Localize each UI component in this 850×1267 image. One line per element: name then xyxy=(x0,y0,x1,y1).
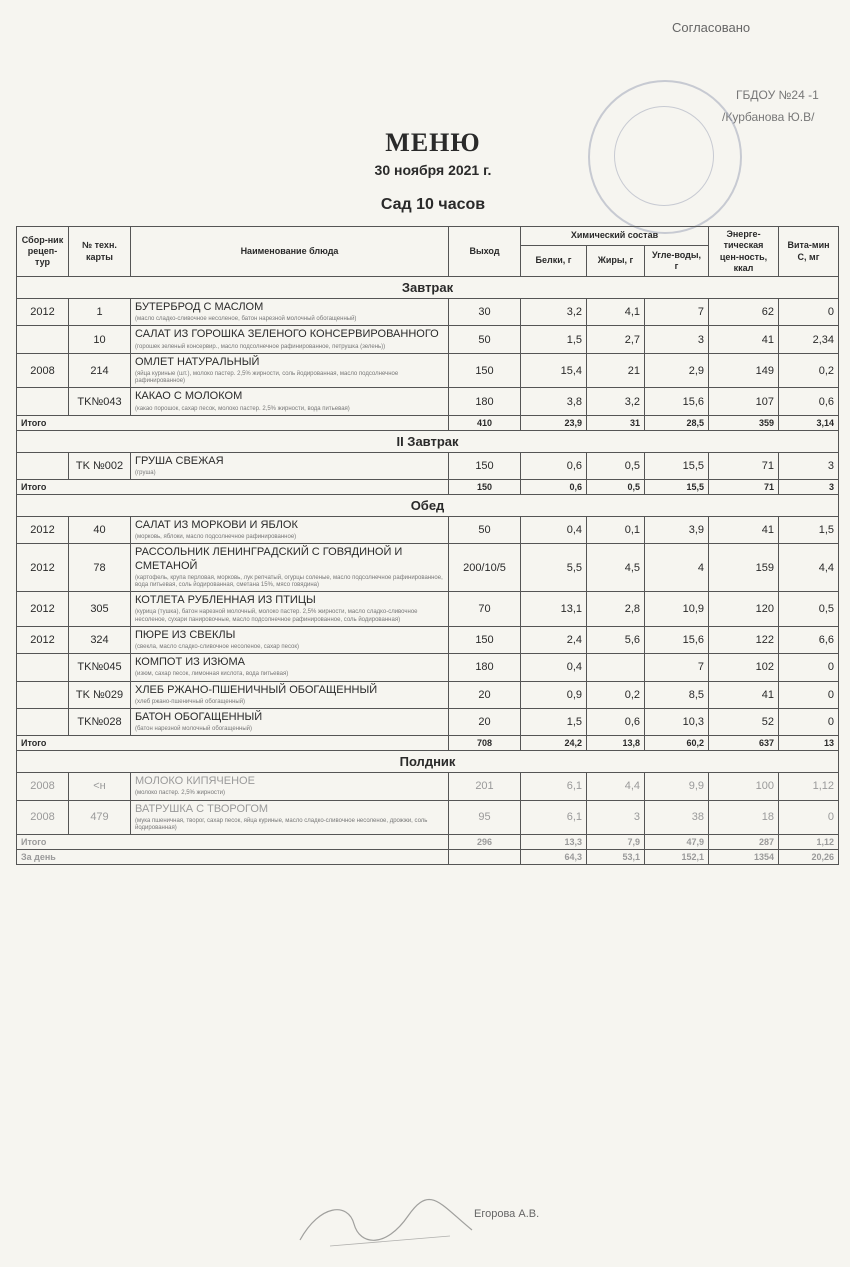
protein-cell: 2,4 xyxy=(521,626,587,653)
total-protein: 23,9 xyxy=(521,415,587,430)
dish-row xyxy=(17,452,839,479)
protein-cell: 3,8 xyxy=(521,388,587,415)
total-vitamin: 13 xyxy=(779,736,839,751)
protein-cell: 0,6 xyxy=(521,452,587,479)
total-vitamin: 3,14 xyxy=(779,415,839,430)
carb-cell: 10,9 xyxy=(645,592,709,627)
fat-cell: 0,6 xyxy=(587,708,645,735)
dish-name: ОМЛЕТ НАТУРАЛЬНЫЙ xyxy=(135,355,260,368)
col-energy: Энерге-тическая цен-ность, ккал xyxy=(709,227,779,277)
col-collection: Сбор-ник рецеп-тур xyxy=(17,227,69,277)
collection-cell: 2008 xyxy=(17,800,69,835)
total-fat: 7,9 xyxy=(587,835,645,850)
vitamin-cell: 1,12 xyxy=(779,773,839,800)
dish-row xyxy=(17,681,839,708)
dish-ingredients: (батон нарезной молочный обогащенный) xyxy=(135,726,252,733)
dish-row xyxy=(17,353,839,388)
dish-cell xyxy=(131,681,449,708)
yield-cell: 70 xyxy=(449,592,521,627)
meal-section xyxy=(17,495,839,517)
card-cell: TK №002 xyxy=(69,452,131,479)
energy-cell: 41 xyxy=(709,326,779,353)
dish-name: КОТЛЕТА РУБЛЕННАЯ ИЗ ПТИЦЫ xyxy=(135,594,316,607)
card-cell: 214 xyxy=(69,353,131,388)
card-cell: 78 xyxy=(69,544,131,592)
carb-cell: 15,5 xyxy=(645,452,709,479)
collection-cell xyxy=(17,708,69,735)
yield-cell: 150 xyxy=(449,452,521,479)
collection-cell xyxy=(17,326,69,353)
col-vitamin: Вита-мин С, мг xyxy=(779,227,839,277)
energy-cell: 41 xyxy=(709,517,779,544)
yield-cell: 200/10/5 xyxy=(449,544,521,592)
protein-cell: 15,4 xyxy=(521,353,587,388)
protein-cell: 0,9 xyxy=(521,681,587,708)
total-yield: 150 xyxy=(449,480,521,495)
total-row xyxy=(17,835,839,850)
total-protein: 24,2 xyxy=(521,736,587,751)
dish-cell xyxy=(131,592,449,627)
total-energy: 71 xyxy=(709,480,779,495)
fat-cell: 4,1 xyxy=(587,299,645,326)
energy-cell: 52 xyxy=(709,708,779,735)
meal-title: Обед xyxy=(17,495,839,517)
total-fat: 13,8 xyxy=(587,736,645,751)
day-total-protein: 64,3 xyxy=(521,850,587,865)
fat-cell: 4,4 xyxy=(587,773,645,800)
meal-title: II Завтрак xyxy=(17,430,839,452)
energy-cell: 120 xyxy=(709,592,779,627)
card-cell: 324 xyxy=(69,626,131,653)
card-cell: TK№028 xyxy=(69,708,131,735)
meal-section xyxy=(17,277,839,299)
fat-cell: 3,2 xyxy=(587,388,645,415)
dish-name: ХЛЕБ РЖАНО-ПШЕНИЧНЫЙ ОБОГАЩЕННЫЙ xyxy=(135,683,378,696)
energy-cell: 149 xyxy=(709,353,779,388)
protein-cell: 0,4 xyxy=(521,654,587,681)
menu-date: 30 ноября 2021 г. xyxy=(374,162,492,178)
dish-row xyxy=(17,626,839,653)
total-yield: 296 xyxy=(449,835,521,850)
dish-row xyxy=(17,388,839,415)
col-chem: Химический состав xyxy=(521,227,709,246)
col-dish: Наименование блюда xyxy=(131,227,449,277)
fat-cell: 0,1 xyxy=(587,517,645,544)
dish-name: МОЛОКО КИПЯЧЕНОЕ xyxy=(135,775,255,788)
dish-cell xyxy=(131,517,449,544)
dish-row xyxy=(17,773,839,800)
vitamin-cell: 4,4 xyxy=(779,544,839,592)
carb-cell: 3 xyxy=(645,326,709,353)
dish-row xyxy=(17,800,839,835)
card-cell: 10 xyxy=(69,326,131,353)
dish-row xyxy=(17,592,839,627)
signature-scribble xyxy=(290,1196,480,1252)
card-cell: TK№045 xyxy=(69,654,131,681)
energy-cell: 100 xyxy=(709,773,779,800)
yield-cell: 201 xyxy=(449,773,521,800)
dish-row xyxy=(17,544,839,592)
vitamin-cell: 0 xyxy=(779,299,839,326)
vitamin-cell: 0 xyxy=(779,681,839,708)
collection-cell: 2012 xyxy=(17,517,69,544)
dish-row xyxy=(17,326,839,353)
total-protein: 13,3 xyxy=(521,835,587,850)
col-proteins: Белки, г xyxy=(521,245,587,276)
collection-cell: 2012 xyxy=(17,299,69,326)
card-cell: TK№043 xyxy=(69,388,131,415)
vitamin-cell: 0 xyxy=(779,708,839,735)
collection-cell: 2012 xyxy=(17,626,69,653)
fat-cell: 3 xyxy=(587,800,645,835)
dish-cell xyxy=(131,353,449,388)
dish-name: КОМПОТ ИЗ ИЗЮМА xyxy=(135,656,246,669)
total-carb: 60,2 xyxy=(645,736,709,751)
day-total-energy: 1354 xyxy=(709,850,779,865)
yield-cell: 50 xyxy=(449,326,521,353)
total-row xyxy=(17,480,839,495)
card-cell: 1 xyxy=(69,299,131,326)
protein-cell: 1,5 xyxy=(521,326,587,353)
card-cell: 479 xyxy=(69,800,131,835)
organization-name: ГБДОУ №24 -1 xyxy=(736,88,819,102)
approved-label: Согласовано xyxy=(672,20,751,35)
dish-cell xyxy=(131,388,449,415)
vitamin-cell: 0,6 xyxy=(779,388,839,415)
total-carb: 28,5 xyxy=(645,415,709,430)
dish-ingredients: (курица (тушка), батон нарезной молочный, молоко пастер. 2,5% жирности, масло сладко-сливочное несоленое, сухари панировочные, масло подсолнечное рафинированное, соль йодированная) xyxy=(135,609,418,623)
menu-table xyxy=(16,226,839,865)
carb-cell: 3,9 xyxy=(645,517,709,544)
energy-cell: 71 xyxy=(709,452,779,479)
vitamin-cell: 2,34 xyxy=(779,326,839,353)
yield-cell: 180 xyxy=(449,388,521,415)
collection-cell: 2012 xyxy=(17,592,69,627)
total-label: Итого xyxy=(17,835,449,850)
fat-cell: 2,7 xyxy=(587,326,645,353)
dish-ingredients: (какао порошок, сахар песок, молоко пастер. 2,5% жирности, вода питьевая) xyxy=(135,405,350,412)
dish-name: КАКАО С МОЛОКОМ xyxy=(135,390,243,403)
total-energy: 359 xyxy=(709,415,779,430)
carb-cell: 8,5 xyxy=(645,681,709,708)
dish-cell xyxy=(131,452,449,479)
dish-ingredients: (молоко пастер. 2,5% жирности) xyxy=(135,790,225,797)
vitamin-cell: 0,2 xyxy=(779,353,839,388)
protein-cell: 3,2 xyxy=(521,299,587,326)
dish-ingredients: (хлеб ржано-пшеничный обогащенный) xyxy=(135,698,246,705)
carb-cell: 38 xyxy=(645,800,709,835)
carb-cell: 10,3 xyxy=(645,708,709,735)
signer-name: Егорова А.В. xyxy=(474,1208,540,1220)
total-row xyxy=(17,415,839,430)
card-cell: 40 xyxy=(69,517,131,544)
collection-cell: 2008 xyxy=(17,773,69,800)
collection-cell: 2012 xyxy=(17,544,69,592)
dish-name: САЛАТ ИЗ МОРКОВИ И ЯБЛОК xyxy=(135,519,298,532)
fat-cell: 0,5 xyxy=(587,452,645,479)
collection-cell xyxy=(17,654,69,681)
col-fats: Жиры, г xyxy=(587,245,645,276)
dish-ingredients: (горошек зеленый консервир., масло подсолнечное рафинированное, петрушка (зелень)) xyxy=(135,343,386,350)
protein-cell: 1,5 xyxy=(521,708,587,735)
energy-cell: 159 xyxy=(709,544,779,592)
vitamin-cell: 0 xyxy=(779,654,839,681)
day-total-fat: 53,1 xyxy=(587,850,645,865)
fat-cell: 2,8 xyxy=(587,592,645,627)
total-fat: 31 xyxy=(587,415,645,430)
day-total-row xyxy=(17,850,839,865)
yield-cell: 50 xyxy=(449,517,521,544)
carb-cell: 2,9 xyxy=(645,353,709,388)
dish-ingredients: (картофель, крупа перловая, морковь, лук репчатый, огурцы соленые, масло подсолнечное рафинированное, вода питьевая, соль йодированная, сметана 15%, мясо говядина) xyxy=(135,574,443,588)
total-yield: 708 xyxy=(449,736,521,751)
total-carb: 47,9 xyxy=(645,835,709,850)
dish-cell xyxy=(131,708,449,735)
dish-cell xyxy=(131,626,449,653)
dish-name: БУТЕРБРОД С МАСЛОМ xyxy=(135,301,264,313)
dish-ingredients: (морковь, яблоки, масло подсолнечное рафинированное) xyxy=(135,534,297,541)
dish-name: ВАТРУШКА С ТВОРОГОМ xyxy=(135,802,269,815)
total-fat: 0,5 xyxy=(587,480,645,495)
dish-cell xyxy=(131,544,449,592)
carb-cell: 15,6 xyxy=(645,388,709,415)
dish-cell xyxy=(131,773,449,800)
yield-cell: 20 xyxy=(449,681,521,708)
fat-cell: 4,5 xyxy=(587,544,645,592)
yield-cell: 150 xyxy=(449,626,521,653)
vitamin-cell: 0,5 xyxy=(779,592,839,627)
total-energy: 287 xyxy=(709,835,779,850)
dish-ingredients: (мука пшеничная, творог, сахар песок, яйца куриные, масло сладко-сливочное несоленое, дрожжи, соль йодированная) xyxy=(135,817,428,831)
yield-cell: 180 xyxy=(449,654,521,681)
dish-row xyxy=(17,299,839,326)
collection-cell xyxy=(17,452,69,479)
card-cell: TK №029 xyxy=(69,681,131,708)
collection-cell: 2008 xyxy=(17,353,69,388)
collection-cell xyxy=(17,681,69,708)
card-cell: <н xyxy=(69,773,131,800)
carb-cell: 9,9 xyxy=(645,773,709,800)
collection-cell xyxy=(17,388,69,415)
energy-cell: 107 xyxy=(709,388,779,415)
total-energy: 637 xyxy=(709,736,779,751)
dish-ingredients: (груша) xyxy=(135,469,156,476)
vitamin-cell: 3 xyxy=(779,452,839,479)
protein-cell: 6,1 xyxy=(521,800,587,835)
dish-name: ПЮРЕ ИЗ СВЕКЛЫ xyxy=(135,628,236,641)
total-vitamin: 1,12 xyxy=(779,835,839,850)
table-header xyxy=(17,227,839,277)
dish-row xyxy=(17,654,839,681)
group-title: Сад 10 часов xyxy=(380,196,486,213)
protein-cell: 0,4 xyxy=(521,517,587,544)
director-name: /Курбанова Ю.В/ xyxy=(722,110,815,124)
yield-cell: 95 xyxy=(449,800,521,835)
table-body xyxy=(17,277,839,865)
vitamin-cell: 6,6 xyxy=(779,626,839,653)
day-total-carb: 152,1 xyxy=(645,850,709,865)
carb-cell: 4 xyxy=(645,544,709,592)
day-total-label: За день xyxy=(17,850,449,865)
total-label: Итого xyxy=(17,480,449,495)
dish-cell xyxy=(131,800,449,835)
dish-row xyxy=(17,708,839,735)
card-cell: 305 xyxy=(69,592,131,627)
yield-cell: 150 xyxy=(449,353,521,388)
total-row xyxy=(17,736,839,751)
carb-cell: 15,6 xyxy=(645,626,709,653)
col-card: № техн. карты xyxy=(69,227,131,277)
protein-cell: 13,1 xyxy=(521,592,587,627)
total-label: Итого xyxy=(17,415,449,430)
yield-cell: 20 xyxy=(449,708,521,735)
col-carbs: Угле-воды, г xyxy=(645,245,709,276)
page-title: МЕНЮ xyxy=(385,128,481,157)
total-label: Итого xyxy=(17,736,449,751)
energy-cell: 102 xyxy=(709,654,779,681)
dish-cell xyxy=(131,654,449,681)
day-total-yield xyxy=(449,850,521,865)
dish-name: РАССОЛЬНИК ЛЕНИНГРАДСКИЙ С ГОВЯДИНОЙ И СМЕТАНОЙ xyxy=(135,546,403,572)
vitamin-cell: 0 xyxy=(779,800,839,835)
day-total-vitamin: 20,26 xyxy=(779,850,839,865)
dish-name: ГРУША СВЕЖАЯ xyxy=(135,454,224,467)
dish-row xyxy=(17,517,839,544)
fat-cell: 0,2 xyxy=(587,681,645,708)
vitamin-cell: 1,5 xyxy=(779,517,839,544)
dish-cell xyxy=(131,326,449,353)
yield-cell: 30 xyxy=(449,299,521,326)
fat-cell: 5,6 xyxy=(587,626,645,653)
protein-cell: 6,1 xyxy=(521,773,587,800)
dish-name: БАТОН ОБОГАЩЕННЫЙ xyxy=(135,710,263,723)
dish-cell xyxy=(131,299,449,326)
fat-cell xyxy=(587,654,645,681)
total-vitamin: 3 xyxy=(779,480,839,495)
total-carb: 15,5 xyxy=(645,480,709,495)
fat-cell: 21 xyxy=(587,353,645,388)
protein-cell: 5,5 xyxy=(521,544,587,592)
dish-ingredients: (изюм, сахар песок, лимонная кислота, вода питьевая) xyxy=(135,671,289,678)
dish-name: САЛАТ ИЗ ГОРОШКА ЗЕЛЕНОГО КОНСЕРВИРОВАННОГО xyxy=(135,328,439,341)
meal-title: Полдник xyxy=(17,751,839,773)
carb-cell: 7 xyxy=(645,299,709,326)
energy-cell: 41 xyxy=(709,681,779,708)
energy-cell: 122 xyxy=(709,626,779,653)
col-yield: Выход xyxy=(449,227,521,277)
dish-ingredients: (масло сладко-сливочное несоленое, батон нарезной молочный обогащенный) xyxy=(135,316,357,323)
meal-section xyxy=(17,430,839,452)
total-yield: 410 xyxy=(449,415,521,430)
meal-section xyxy=(17,751,839,773)
dish-ingredients: (свекла, масло сладко-сливочное несоленое, сахар песок) xyxy=(135,643,299,650)
energy-cell: 18 xyxy=(709,800,779,835)
total-protein: 0,6 xyxy=(521,480,587,495)
energy-cell: 62 xyxy=(709,299,779,326)
dish-ingredients: (яйца куриные (шт.), молоко пастер. 2,5% жирности, соль йодированная, масло подсолнечное рафинированное) xyxy=(135,370,399,385)
carb-cell: 7 xyxy=(645,654,709,681)
meal-title: Завтрак xyxy=(17,277,839,299)
